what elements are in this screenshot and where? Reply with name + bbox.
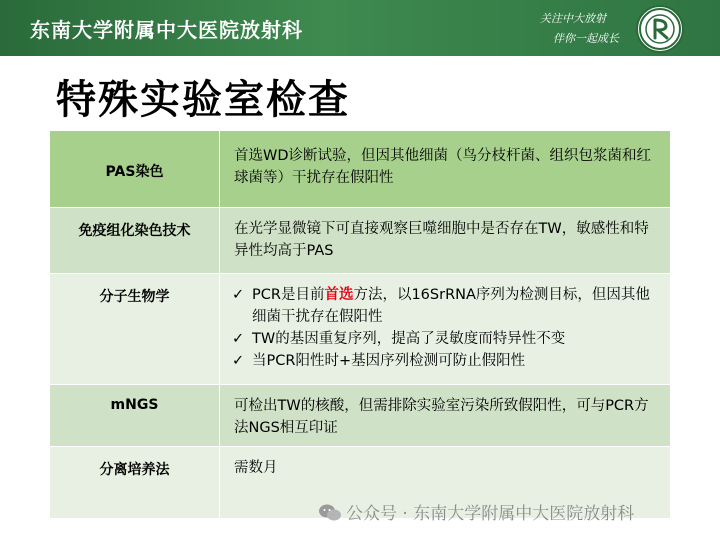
wechat-logo-icon — [318, 503, 342, 523]
page-title: 特殊实验室检查 — [56, 77, 350, 123]
header-banner — [0, 0, 720, 56]
slogan-line-2: 伴你一起成长 — [553, 32, 619, 45]
hospital-logo — [636, 5, 684, 53]
table-row — [50, 385, 670, 447]
row-label: mNGS — [50, 385, 220, 446]
table-row — [50, 208, 670, 274]
watermark-text: 公众号 · 东南大学附属中大医院放射科 — [346, 504, 635, 524]
row-label: 分离培养法 — [50, 447, 220, 518]
row-label: 免疫组化染色技术 — [50, 208, 220, 273]
checkmark-icon: ✓ — [232, 331, 245, 347]
list-item: ✓ PCR是目前首选方法，以16SrRNA序列为检测目标，但因其他细菌干扰存在假阳性 — [232, 284, 658, 328]
watermark — [318, 499, 634, 524]
row-description: 可检出TW的核酸，但需排除实验室污染所致假阳性，可与PCR方法NGS相互印证 — [234, 398, 649, 436]
row-label: PAS染色 — [50, 131, 220, 207]
list-item: ✓ 当PCR阳性时+基因序列检测可防止假阳性 — [232, 350, 658, 372]
checkmark-icon: ✓ — [232, 287, 245, 303]
row-description: 在光学显微镜下可直接观察巨噬细胞中是否存在TW，敏感性和特异性均高于PAS — [234, 221, 649, 259]
checkmark-icon: ✓ — [232, 353, 245, 369]
wechat-icon — [312, 498, 313, 499]
list-item: ✓ TW的基因重复序列，提高了灵敏度而特异性不变 — [232, 328, 658, 350]
slogan-line-1: 关注中大放射 — [540, 12, 606, 25]
hospital-title: 东南大学附属中大医院放射科 — [30, 18, 303, 42]
table-row — [50, 131, 670, 208]
exam-table — [50, 131, 670, 519]
row-description: 需数月 — [234, 460, 278, 476]
table-row — [50, 274, 670, 385]
row-label: 分子生物学 — [50, 274, 220, 384]
row-description — [220, 274, 670, 384]
row-description: 首选WD诊断试验，但因其他细菌（鸟分枝杆菌、组织包浆菌和红球菌等）干扰存在假阳性 — [234, 148, 651, 186]
highlight-text: 首选 — [324, 287, 354, 303]
